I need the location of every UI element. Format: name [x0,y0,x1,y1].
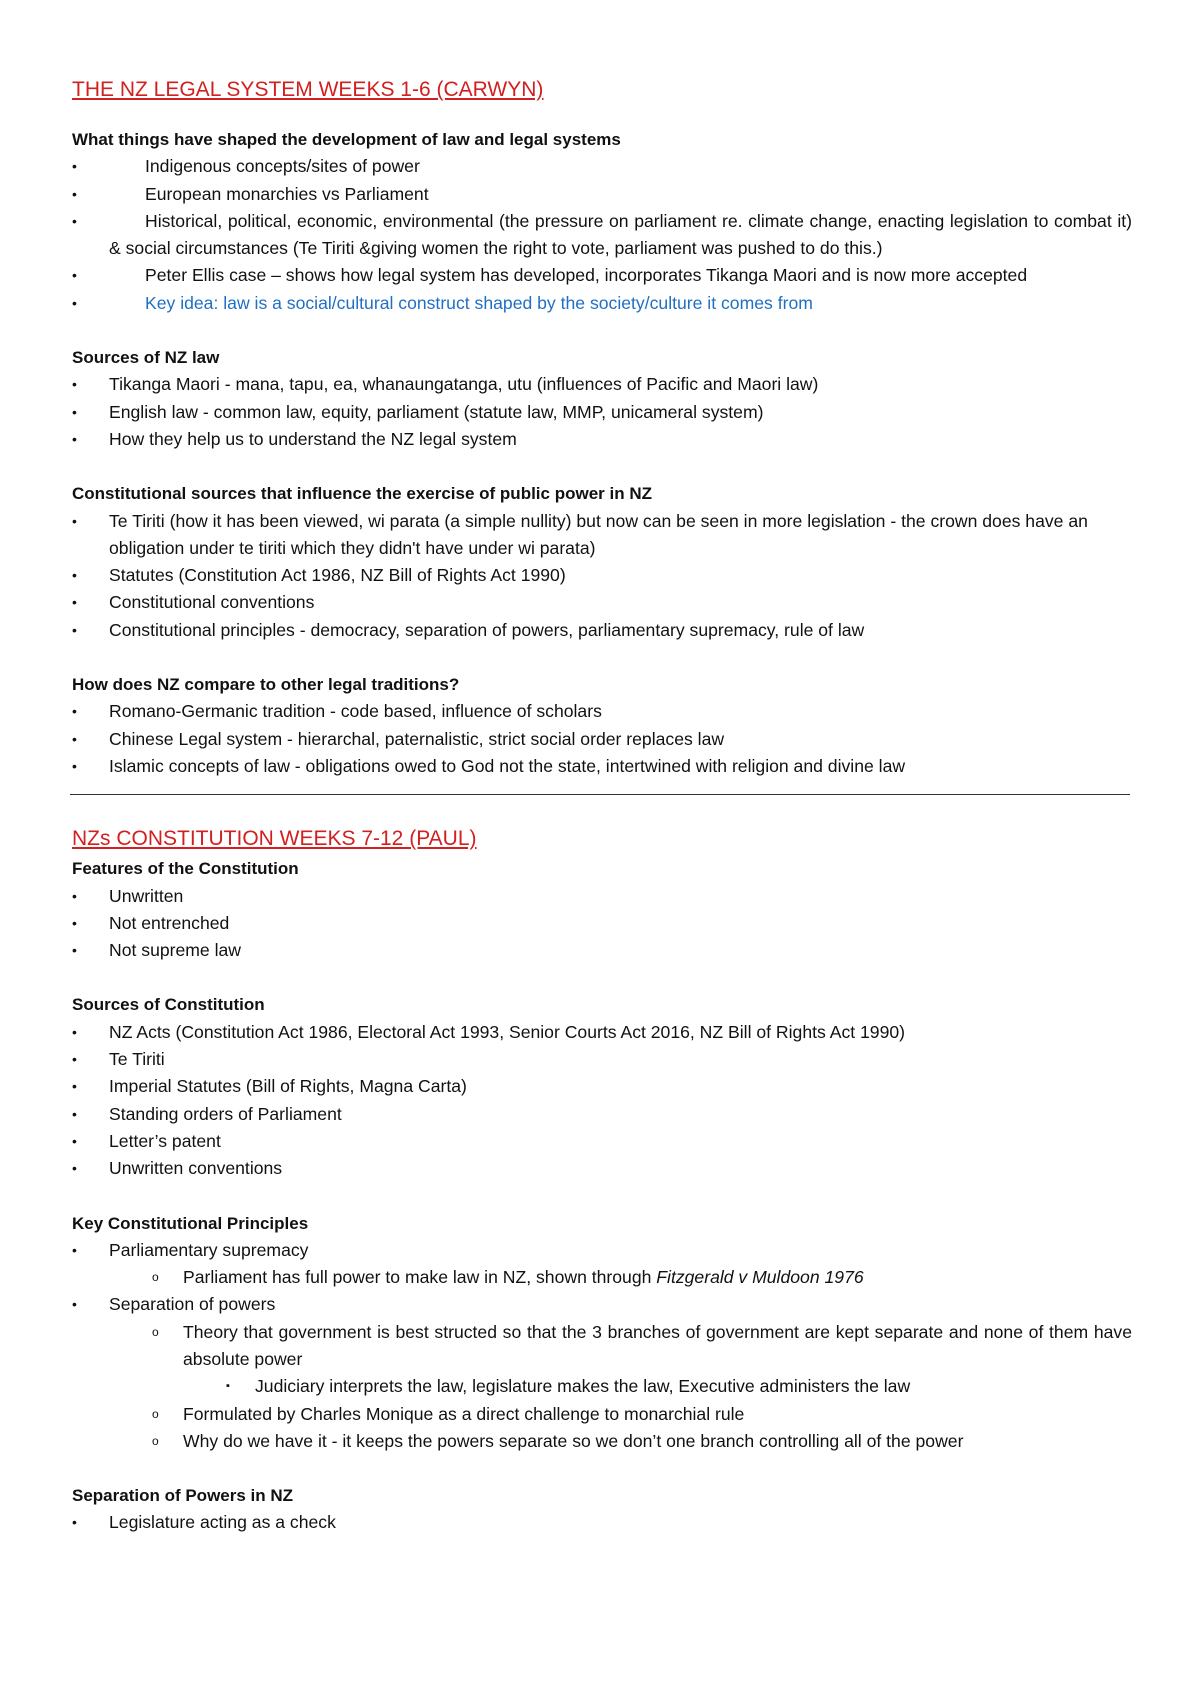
separation-nz-list [72,1509,1132,1536]
bullet-icon: • [72,1241,77,1258]
bullet-icon: • [72,730,77,747]
bullet-icon: • [72,1296,77,1313]
list-item: • Parliamentary supremacy [72,1237,1132,1264]
list-item: • Letter’s patent [72,1128,1132,1155]
list-item: • Te Tiriti [72,1046,1132,1073]
features-list [72,883,1132,965]
list-item: • Not supreme law [72,937,1132,964]
principles-list [72,1237,1132,1455]
bullet-icon: • [72,376,77,393]
list-item: • Unwritten conventions [72,1155,1132,1182]
sub-sub-list-item: ▪ Judiciary interprets the law, legislature makes the law, Executive administers the law [72,1373,1132,1400]
sub-list-item: o Theory that government is best structed so that the 3 branches of government are kept separate and none of them have absolute power [72,1319,1132,1374]
list-item: • Standing orders of Parliament [72,1101,1132,1128]
circle-bullet-icon: o [152,1406,159,1421]
key-idea-item: • Key idea: law is a social/cultural construct shaped by the society/culture it comes from [72,290,1132,317]
bullet-icon: • [72,1078,77,1095]
bullet-icon: • [72,1105,77,1122]
bullet-icon: • [72,430,77,447]
list-item: • Legislature acting as a check [72,1509,1132,1536]
list-item: • Chinese Legal system - hierarchal, paternalistic, strict social order replaces law [72,726,1132,753]
bullet-icon: • [72,1051,77,1068]
bullet-icon: • [72,914,77,931]
constitutional-sources-heading: Constitutional sources that influence the exercise of public power in NZ [72,484,652,504]
bullet-icon: • [72,1023,77,1040]
bullet-icon: • [72,512,77,529]
list-item: • Constitutional conventions [72,589,1132,616]
circle-bullet-icon: o [152,1324,159,1339]
list-item: • Historical, political, economic, environmental (the pressure on parliament re. climate change, enacting legislation to combat it) & social circumstances (Te Tiriti &giving women the right to vote, parliament was pushed to do this.) [72,208,1132,263]
sub-list-item: o Why do we have it - it keeps the powers separate so we don’t one branch controlling all of the power [72,1428,1132,1455]
bullet-icon: • [72,1160,77,1177]
list-item: • Not entrenched [72,910,1132,937]
sub-list-item: o Formulated by Charles Monique as a direct challenge to monarchial rule [72,1401,1132,1428]
constitutional-sources-list [72,508,1132,644]
list-item: • Imperial Statutes (Bill of Rights, Magna Carta) [72,1073,1132,1100]
sources-list [72,371,1132,453]
list-item: • Unwritten [72,883,1132,910]
list-item: • How they help us to understand the NZ legal system [72,426,1132,453]
bullet-icon: • [72,942,77,959]
sources-heading: Sources of NZ law [72,348,220,368]
bullet-icon: • [72,621,77,638]
circle-bullet-icon: o [152,1433,159,1448]
list-item: • Separation of powers [72,1291,1132,1318]
list-item: • Romano-Germanic tradition - code based, influence of scholars [72,698,1132,725]
constitution-sources-heading: Sources of Constitution [72,995,265,1015]
bullet-icon: • [72,1132,77,1149]
constitution-sources-list [72,1019,1132,1183]
principles-heading: Key Constitutional Principles [72,1213,309,1233]
bullet-icon: • [72,158,77,175]
square-bullet-icon: ▪ [226,1380,230,1393]
shaping-heading: What things have shaped the development of law and legal systems [72,130,621,149]
bullet-icon: • [72,212,77,229]
document-content [72,76,1132,1537]
list-item: • Peter Ellis case – shows how legal system has developed, incorporates Tikanga Maori and is now more accepted [72,262,1132,289]
list-item: • NZ Acts (Constitution Act 1986, Electoral Act 1993, Senior Courts Act 2016, NZ Bill of Rights Act 1990) [72,1019,1132,1046]
sub-list-item: o Parliament has full power to make law in NZ, shown through Fitzgerald v Muldoon 1976 [72,1264,1132,1291]
bullet-icon: • [72,1514,77,1531]
list-item: • Te Tiriti (how it has been viewed, wi parata (a simple nullity) but now can be seen in more legislation - the crown does have an obligation under te tiriti which they didn't have under wi parata) [72,508,1132,563]
separation-nz-heading: Separation of Powers in NZ [72,1486,294,1506]
bullet-icon: • [72,887,77,904]
compare-list [72,698,1132,780]
list-item: • Tikanga Maori - mana, tapu, ea, whanaungatanga, utu (influences of Pacific and Maori law) [72,371,1132,398]
bullet-icon: • [72,757,77,774]
bullet-icon: • [72,294,77,311]
shaping-list [72,153,1132,317]
bullet-icon: • [72,185,77,202]
features-heading: Features of the Constitution [72,859,299,879]
bullet-icon: • [72,594,77,611]
case-citation: Fitzgerald v Muldoon 1976 [656,1267,864,1288]
bullet-icon: • [72,703,77,720]
list-item: • Islamic concepts of law - obligations owed to God not the state, intertwined with religion and divine law [72,753,1132,780]
bullet-icon: • [72,267,77,284]
list-item: • English law - common law, equity, parliament (statute law, MMP, unicameral system) [72,399,1132,426]
circle-bullet-icon: o [152,1270,159,1285]
bullet-icon: • [72,403,77,420]
section-divider [70,794,1130,795]
list-item: • Indigenous concepts/sites of power [72,153,1132,180]
section2-title: NZs CONSTITUTION WEEKS 7-12 (PAUL) [72,827,477,851]
section1-title: THE NZ LEGAL SYSTEM WEEKS 1-6 (CARWYN) [72,78,544,101]
list-item: • Constitutional principles - democracy, separation of powers, parliamentary supremacy, rule of law [72,617,1132,644]
compare-heading: How does NZ compare to other legal traditions? [72,675,460,695]
bullet-icon: • [72,567,77,584]
list-item: • Statutes (Constitution Act 1986, NZ Bill of Rights Act 1990) [72,562,1132,589]
list-item: • European monarchies vs Parliament [72,181,1132,208]
